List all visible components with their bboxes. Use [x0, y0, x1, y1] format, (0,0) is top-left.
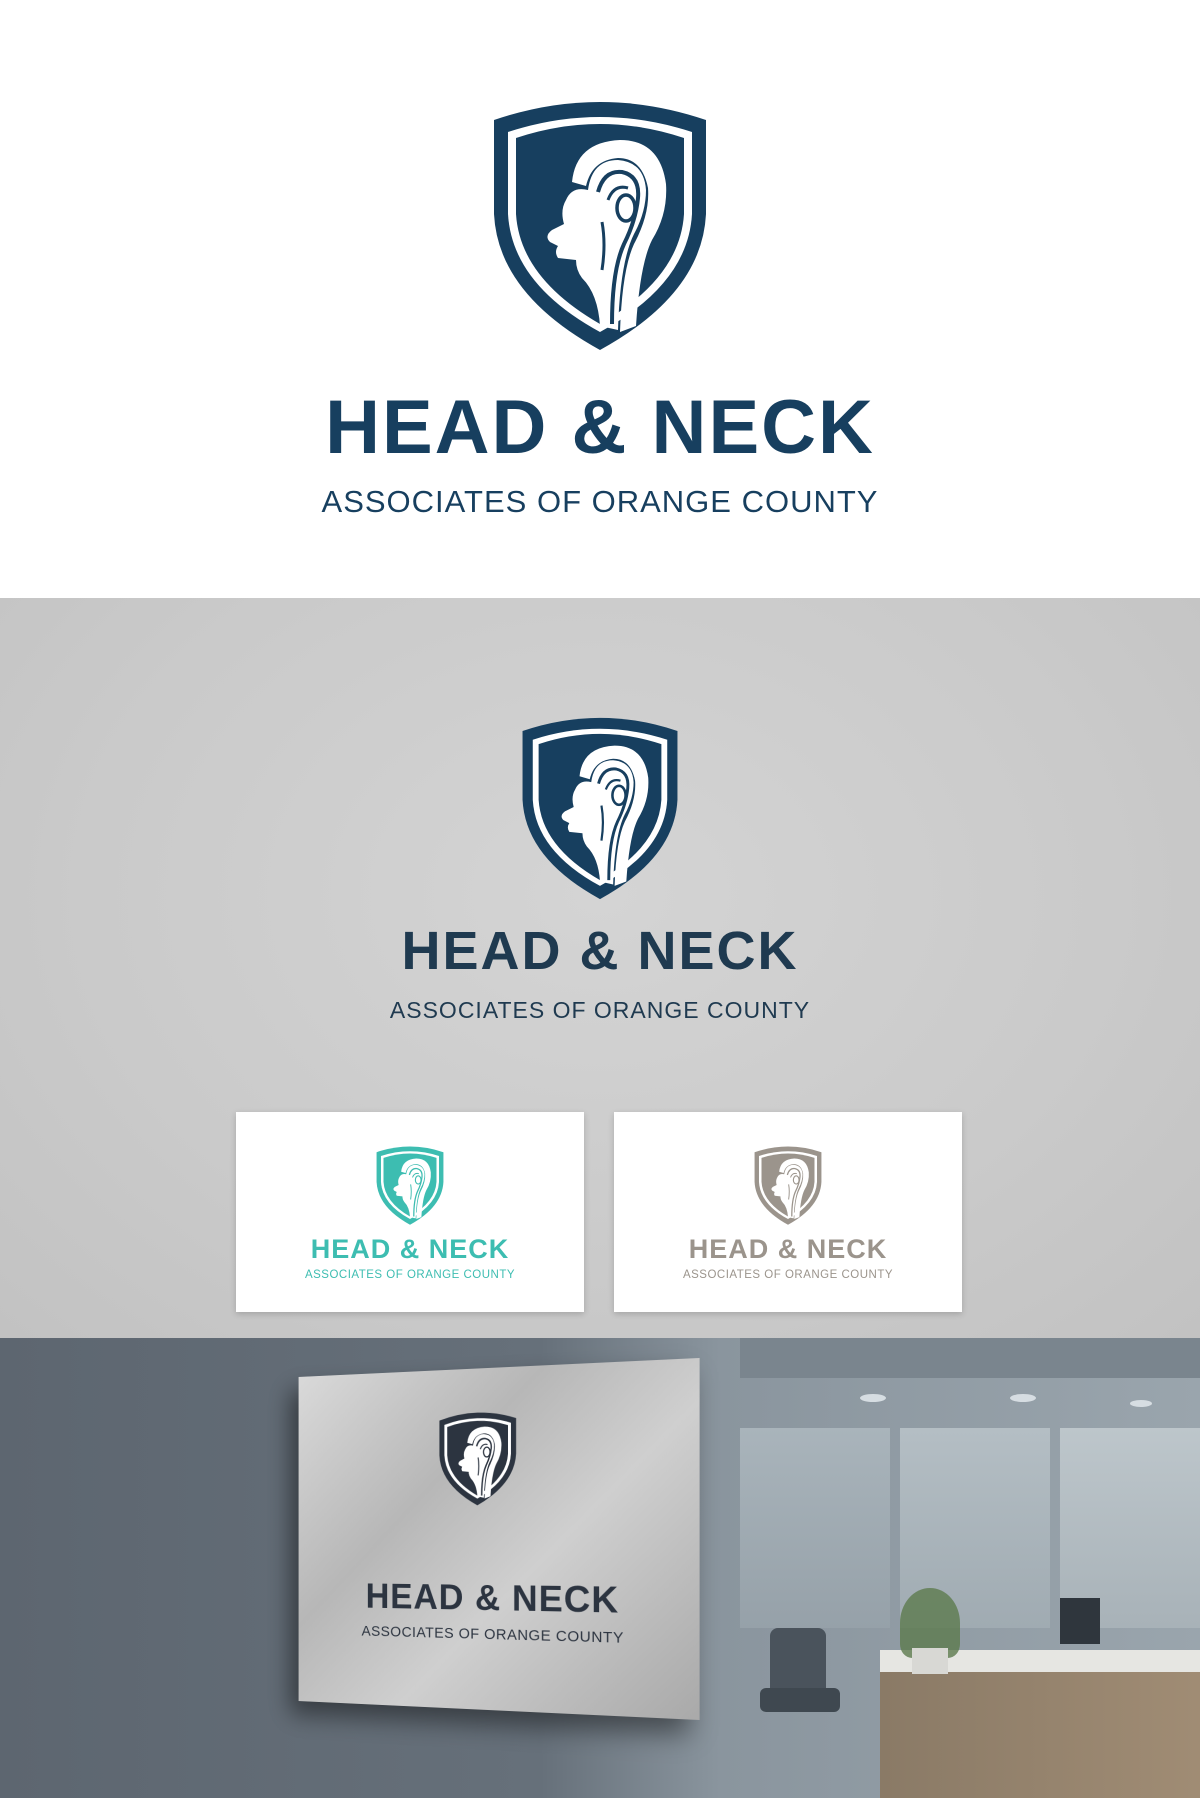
teal-variant-card — [236, 1112, 584, 1312]
ceiling-light — [1130, 1400, 1152, 1407]
taupe-variant-card — [614, 1112, 962, 1312]
logo-title: HEAD & NECK — [325, 385, 875, 470]
shield-head-icon — [372, 1144, 448, 1226]
office-ceiling — [740, 1338, 1200, 1378]
shield-head-icon — [480, 94, 720, 354]
ceiling-light — [860, 1394, 886, 1402]
logo-title: HEAD & NECK — [688, 1234, 888, 1264]
gray-logo-section — [0, 598, 1200, 1338]
primary-logo-section — [0, 0, 1200, 598]
logo-subtitle: ASSOCIATES OF ORANGE COUNTY — [321, 484, 879, 519]
office-desk — [880, 1672, 1200, 1798]
office-window — [740, 1428, 890, 1628]
logo-subtitle: ASSOCIATES OF ORANGE COUNTY — [682, 1269, 894, 1281]
logo-title: HEAD & NECK — [365, 1575, 620, 1621]
shield-head-icon — [434, 1407, 521, 1509]
office-monitor — [1060, 1598, 1100, 1644]
logo-title: HEAD & NECK — [401, 921, 799, 981]
shield-head-icon — [750, 1144, 826, 1226]
plant-pot — [912, 1648, 948, 1674]
logo-subtitle: ASSOCIATES OF ORANGE COUNTY — [389, 997, 811, 1023]
metal-sign-plate — [299, 1358, 700, 1720]
office-chair — [760, 1688, 840, 1712]
logo-subtitle: ASSOCIATES OF ORANGE COUNTY — [361, 1622, 624, 1647]
logo-subtitle: ASSOCIATES OF ORANGE COUNTY — [304, 1269, 516, 1281]
ceiling-light — [1010, 1394, 1036, 1402]
shield-head-icon — [512, 712, 688, 902]
logo-title: HEAD & NECK — [310, 1234, 510, 1264]
